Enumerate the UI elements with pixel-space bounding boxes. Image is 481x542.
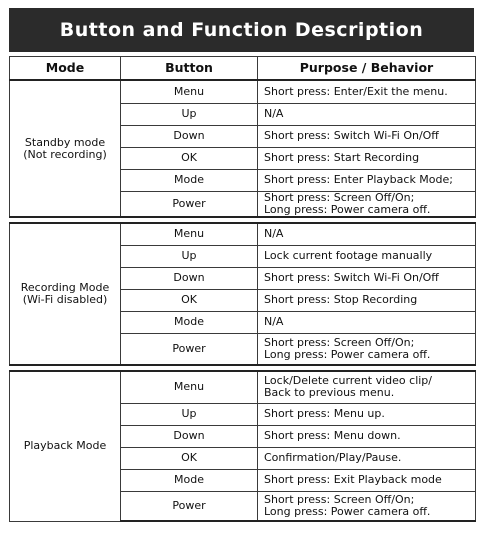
purpose-cell	[258, 425, 476, 447]
purpose-text: Short press: Screen Off/On;	[264, 335, 415, 349]
button-cell: Down	[121, 267, 258, 289]
purpose-text: Short press: Switch Wi-Fi On/Off	[264, 129, 439, 142]
purpose-text: Short press: Enter Playback Mode;	[264, 173, 453, 186]
mode-label: (Wi-Fi disabled)	[22, 293, 108, 306]
button-cell: Mode	[121, 469, 258, 491]
purpose-text: N/A	[264, 227, 284, 241]
purpose-cell	[258, 169, 476, 191]
mode-label: Recording Mode	[20, 281, 110, 294]
button-cell: Down	[121, 125, 258, 147]
button-cell: Up	[121, 403, 258, 425]
purpose-text: Short press: Menu up.	[264, 407, 385, 420]
purpose-cell	[258, 333, 476, 365]
purpose-text: Lock/Delete current video clip/	[264, 374, 432, 388]
table-row	[10, 223, 476, 245]
purpose-cell	[258, 311, 476, 333]
purpose-cell	[258, 80, 476, 103]
purpose-text: Long press: Power camera off.	[264, 504, 431, 518]
mode-label: (Not recording)	[23, 147, 107, 161]
purpose-cell	[258, 223, 476, 245]
purpose-cell	[258, 289, 476, 311]
button-cell: Down	[121, 425, 258, 447]
button-cell: OK	[121, 447, 258, 469]
purpose-text: Short press: Screen Off/On;	[264, 492, 415, 506]
button-cell: Menu	[121, 80, 258, 103]
purpose-text: Lock current footage manually	[264, 249, 433, 262]
page-title: Button and Function Description	[9, 8, 474, 52]
purpose-cell	[258, 403, 476, 425]
purpose-cell	[258, 191, 476, 217]
button-cell: Mode	[121, 311, 258, 333]
purpose-cell	[258, 125, 476, 147]
mode-cell	[10, 80, 121, 217]
purpose-cell	[258, 371, 476, 403]
purpose-text: Confirmation/Play/Pause.	[264, 451, 402, 464]
table-body	[10, 80, 476, 521]
header-mode: Mode	[10, 57, 121, 81]
purpose-cell	[258, 147, 476, 169]
purpose-text: Short press: Menu down.	[264, 429, 401, 442]
purpose-cell	[258, 469, 476, 491]
purpose-text: Short press: Exit Playback mode	[264, 473, 442, 486]
purpose-text: Long press: Power camera off.	[264, 202, 431, 216]
header-button: Button	[121, 57, 258, 81]
mode-label: Standby mode	[24, 135, 106, 149]
mode-cell	[10, 223, 121, 365]
purpose-text: Short press: Switch Wi-Fi On/Off	[264, 271, 439, 284]
header-purpose: Purpose / Behavior	[258, 57, 476, 81]
purpose-cell	[258, 103, 476, 125]
button-cell: Menu	[121, 223, 258, 245]
button-cell: Menu	[121, 371, 258, 403]
purpose-cell	[258, 245, 476, 267]
table-header-row	[10, 57, 476, 81]
button-cell: OK	[121, 147, 258, 169]
button-cell: Power	[121, 191, 258, 217]
mode-cell	[10, 371, 121, 521]
button-function-table	[9, 56, 476, 522]
button-cell: OK	[121, 289, 258, 311]
button-cell: Up	[121, 103, 258, 125]
purpose-text: N/A	[264, 315, 284, 328]
purpose-text: Short press: Start Recording	[264, 151, 420, 164]
table-row	[10, 80, 476, 103]
mode-label: Playback Mode	[23, 439, 107, 453]
purpose-text: Short press: Screen Off/On;	[264, 191, 415, 204]
table-row	[10, 371, 476, 403]
purpose-text: Short press: Stop Recording	[264, 293, 418, 306]
button-cell: Power	[121, 333, 258, 365]
purpose-text: Short press: Enter/Exit the menu.	[264, 84, 448, 98]
button-cell: Mode	[121, 169, 258, 191]
purpose-text: N/A	[264, 107, 284, 120]
button-cell: Up	[121, 245, 258, 267]
button-cell: Power	[121, 491, 258, 521]
purpose-text: Long press: Power camera off.	[264, 347, 431, 361]
purpose-cell	[258, 267, 476, 289]
purpose-cell	[258, 447, 476, 469]
purpose-text: Back to previous menu.	[264, 386, 395, 400]
purpose-cell	[258, 491, 476, 521]
